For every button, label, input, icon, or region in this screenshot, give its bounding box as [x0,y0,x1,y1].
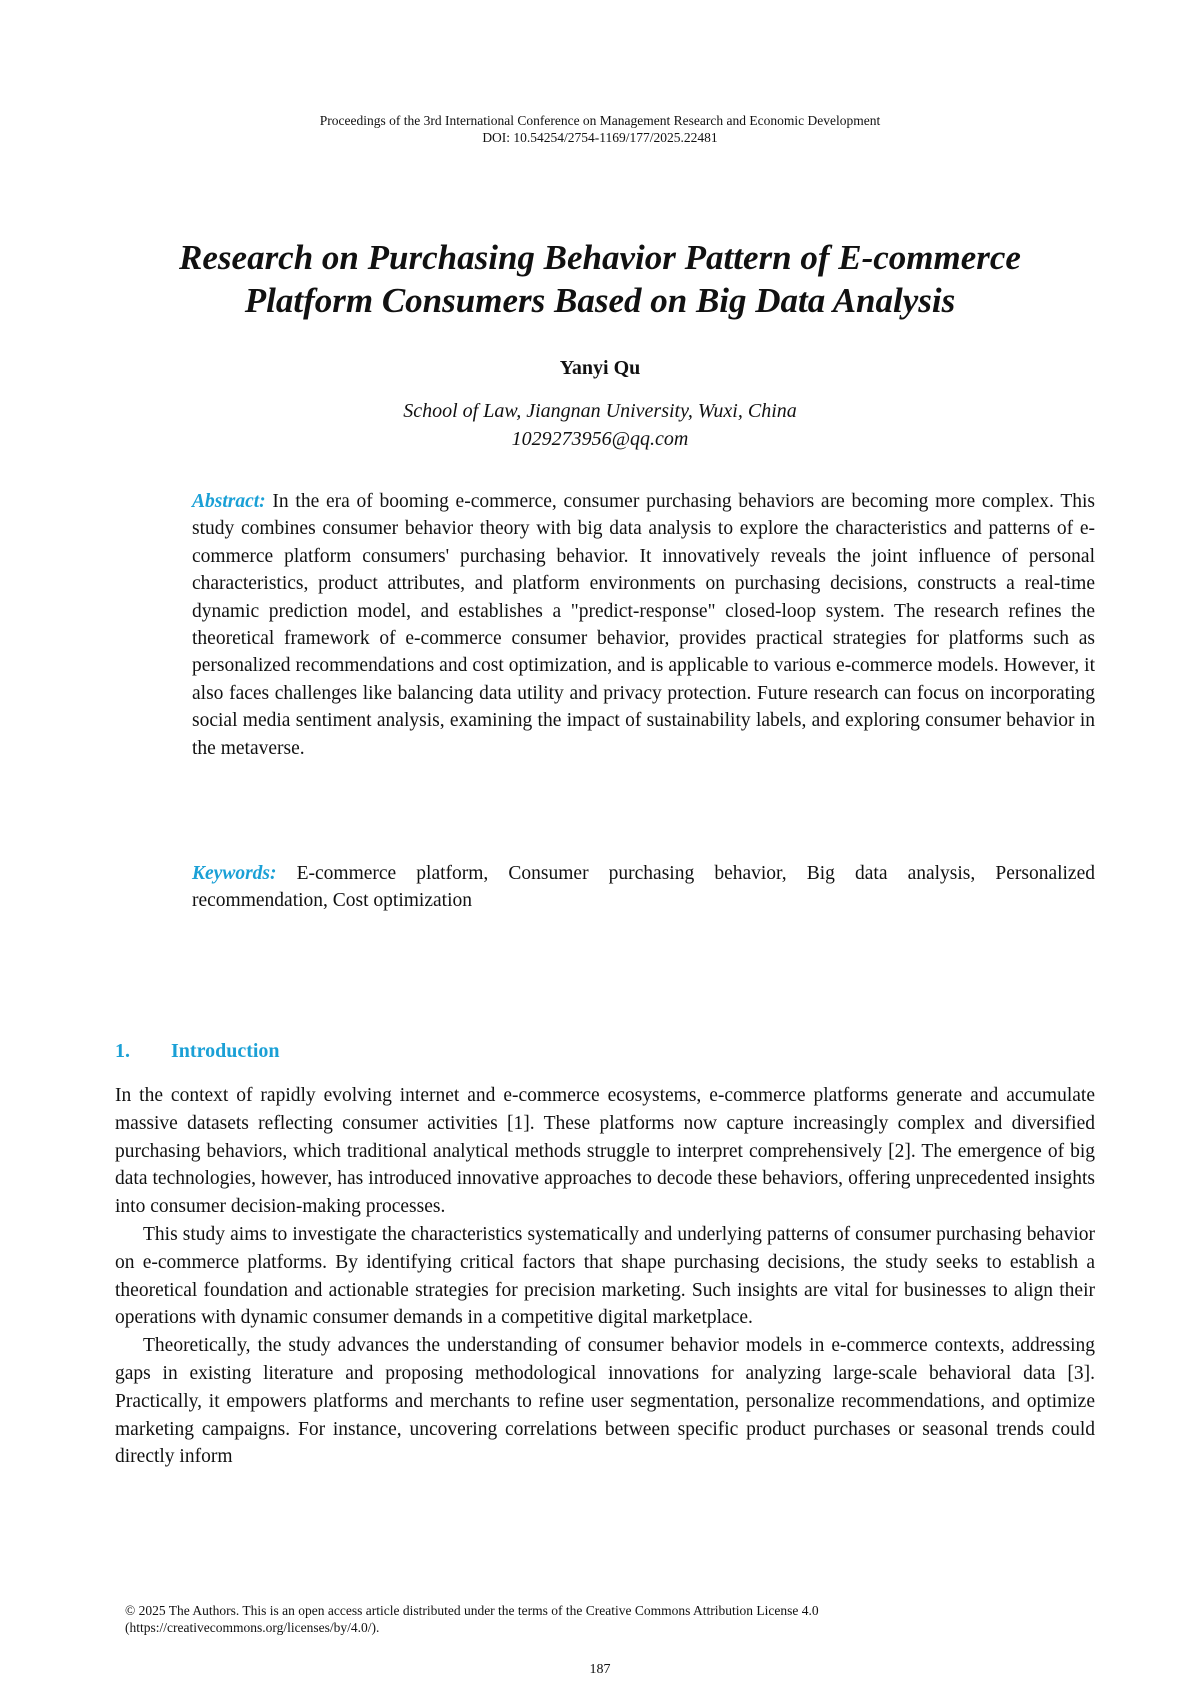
keywords [192,860,1095,915]
license-text: © 2025 The Authors. This is an open access article distributed under the terms of the Creative Commons Attribution License 4.0 [125,1603,819,1618]
author-name: Yanyi Qu [559,357,641,379]
abstract [192,488,1095,762]
body-text [115,1082,1095,1471]
title-line-2: Platform Consumers Based on Big Data Analysis [244,281,956,320]
conference-name: Proceedings of the 3rd International Conference on Management Research and Economic Development [319,113,881,128]
section-heading [115,1040,280,1063]
paragraph: This study aims to investigate the characteristics systematically and underlying patterns of consumer purchasing behavior on e-commerce platforms. By identifying critical factors that shape purchasing decisions, the study seeks to establish a theoretical foundation and actionable strategies for precision marketing. Such insights are vital for businesses to align their operations with dynamic consumer demands in a competitive digital marketplace. [115,1223,1095,1329]
abstract-text: In the era of booming e-commerce, consumer purchasing behaviors are becoming more complex. This study combines consumer behavior theory with big data analysis to explore the characteristics and patterns of e-commerce platform consumers' purchasing behavior. It innovatively reveals the joint influence of personal characteristics, product attributes, and platform environments on purchasing decisions, constructs a real-time dynamic prediction model, and establishes a "predict-response" closed-loop system. The research refines the theoretical framework of e-commerce consumer behavior, provides practical strategies for platforms such as personalized recommendations and cost optimization, and is applicable to various e-commerce models. However, it also faces challenges like balancing data utility and privacy protection. Future research can focus on incorporating social media sentiment analysis, examining the impact of sustainability labels, and exploring consumer behavior in the metaverse. [192,491,1095,759]
affiliation [0,397,1200,453]
keywords-text: E-commerce platform, Consumer purchasing behavior, Big data analysis, Personalized recommendation, Cost optimization [192,863,1095,912]
paper-title [100,236,1100,322]
affiliation-institution: School of Law, Jiangnan University, Wuxi, China [403,400,797,422]
running-header [0,112,1200,146]
paragraph: Theoretically, the study advances the understanding of consumer behavior models in e-commerce contexts, addressing gaps in existing literature and proposing methodological innovations for analyzing large-scale behavioral data [3]. Practically, it empowers platforms and merchants to refine user segmentation, personalize recommendations, and optimize marketing campaigns. For instance, uncovering correlations between specific product purchases or seasonal trends could directly inform [115,1335,1095,1468]
section-number: 1. [115,1040,130,1062]
page-number: 187 [589,1662,611,1677]
title-line-1: Research on Purchasing Behavior Pattern of E-commerce [179,238,1021,277]
doi: DOI: 10.54254/2754-1169/177/2025.22481 [482,130,718,145]
abstract-label: Abstract: [192,491,266,512]
license-link[interactable]: (https://creativecommons.org/licenses/by/4.0/). [125,1620,380,1635]
section-title: Introduction [171,1040,280,1062]
license-footnote [125,1602,1085,1636]
keywords-label: Keywords: [192,863,277,884]
paragraph: In the context of rapidly evolving internet and e-commerce ecosystems, e-commerce platforms generate and accumulate massive datasets reflecting consumer activities [1]. These platforms now capture increasingly complex and diversified purchasing behaviors, which traditional analytical methods struggle to interpret comprehensively [2]. The emergence of big data technologies, however, has introduced innovative approaches to decode these behaviors, offering unprecedented insights into consumer decision-making processes. [115,1085,1095,1218]
author-email: 1029273956@qq.com [511,428,689,450]
